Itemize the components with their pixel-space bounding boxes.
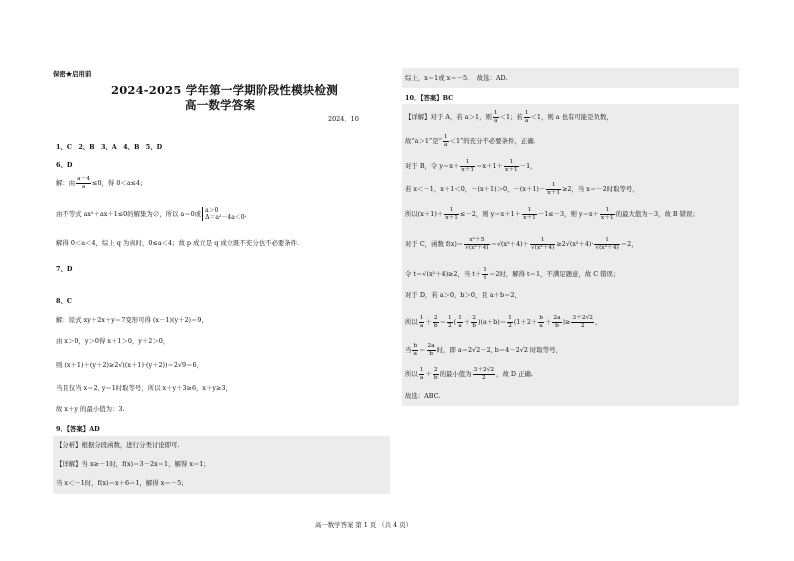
condition-brace: a＞0 Δ＝a²－4a＜0 bbox=[202, 207, 245, 221]
q10-line6: 对于 C，函数 f(x)＝ $\frac{\text{x²＋5}}{\text{√(x²＋4)}}$ ＝√(x²＋4)＋ $\frac{1}{\text{√(x²＋4)}}$ ≥2√(x²＋4)· $\frac{1}{\text{√(x²＋4)}}$ ＝2， bbox=[405, 237, 638, 251]
fraction: $\frac{1}{x+1}$ bbox=[445, 207, 458, 221]
fraction: $\frac{2}{b}$ bbox=[472, 315, 476, 329]
fraction: $\frac{1}{2}$ bbox=[508, 315, 512, 329]
fraction: $\frac{1}{\text{√(x²＋4)}}$ bbox=[595, 237, 619, 251]
q8-label: 8、C bbox=[56, 297, 72, 305]
fraction: $\frac{1}{a}$ bbox=[493, 110, 498, 124]
fraction: $\frac{1}{\text{√(x²＋4)}}$ bbox=[531, 237, 555, 251]
page-footer: 高一数学答案 第 1 页 （共 4 页） bbox=[315, 521, 413, 529]
fraction: $\frac{1}{a}$ bbox=[419, 315, 424, 329]
fraction: $\frac{b}{a}$ bbox=[539, 315, 543, 329]
fraction: $\frac{1}{2}$ bbox=[447, 315, 452, 329]
q6-line3: 解得 0＜a＜4，综上 q 为真时，0≤a＜4；故 p 成立是 q 成立既不充分也不必要条件. bbox=[56, 239, 300, 247]
fraction: $\frac{1}{a}$ bbox=[524, 110, 529, 124]
q10-line4: 若 x＜－1，x＋1＜0，－(x＋1)＞0，－(x＋1)－ $\frac{1}{x+1}$ ≥2，当 x＝－2时取等号， bbox=[405, 182, 639, 196]
q6-label: 6、D bbox=[56, 161, 73, 169]
fraction: $\frac{\text{x²＋5}}{\text{√(x²＋4)}}$ bbox=[465, 237, 489, 251]
fraction: $\frac{1}{x+1}$ bbox=[600, 207, 614, 221]
answers-1-5: 1、C 2、B 3、A 4、B 5、D bbox=[56, 143, 163, 151]
q9-label: 9．【答案】AD bbox=[56, 425, 100, 433]
q10-shaded-box bbox=[402, 104, 739, 406]
page-subtitle: 高一数学答案 bbox=[185, 98, 256, 112]
fraction: $\frac{2}{b}$ bbox=[433, 367, 438, 381]
fraction: $\frac{a-4}{a}$ bbox=[77, 176, 91, 190]
q8-line1: 解：原式 xy＋2x＋y＝7变形可得 (x－1)(y＋2)＝9， bbox=[56, 316, 208, 324]
q8-line2: 由 x＞0，y＞0得 x＋1＞0，y＋2＞0， bbox=[56, 337, 170, 345]
q10-line9: 所以 $\frac{1}{a}$ ＋ $\frac{2}{b}$ ＝ $\frac{1}{2}$ ( $\frac{1}{a}$ ＋ $\frac{2}{b}$ )(a＋b)＝ $\frac{1}{2}$ (1＋2＋ $\frac{b}{a}$ ＋ $\frac{2a}{b}$ )≥ $\frac{3+2√2}{2}$ ， bbox=[405, 315, 602, 329]
fraction: $\frac{1}{a}$ bbox=[458, 315, 462, 329]
q10-line11: 所以 $\frac{1}{a}$ ＋ $\frac{2}{b}$ 的最小值为 $\frac{3+2√2}{2}$ ，故 D 正确. bbox=[405, 367, 533, 381]
fraction: $\frac{2a}{b}$ bbox=[553, 315, 561, 329]
exam-date: 2024．10 bbox=[328, 115, 359, 123]
confidential-mark: 保密★启用前 bbox=[53, 70, 92, 78]
fraction: $\frac{b}{a}$ bbox=[413, 343, 418, 357]
q8-line4: 当且仅当 x＝2, y＝1时取等号，所以 x＋y＋3≥6，x＋y≥3， bbox=[56, 384, 232, 392]
fraction: $\frac{1}{x+1}$ bbox=[547, 182, 561, 196]
fraction: $\frac{1}{x+1}$ bbox=[504, 159, 518, 173]
page-title: 2024-2025 学年第一学期阶段性模块检测 bbox=[111, 83, 338, 97]
q10-line5: 所以(x＋1)＋ $\frac{1}{x+1}$ ≤－2，则 y＝x＋1＋ $\frac{1}{x+1}$ －1≤－3，则 y＝x＋ $\frac{1}{x+1}$ 的最大值为－3，故 B 错误； bbox=[405, 207, 699, 221]
q10-conclusion: 故选：ABC. bbox=[405, 392, 441, 400]
q7-label: 7、D bbox=[56, 265, 73, 273]
q10-line1: 【详解】对于 A，若 a＞1，则 $\frac{1}{a}$ ＜1；若 $\frac{1}{a}$ ＜1，则 a 也有可能是负数， bbox=[405, 110, 613, 124]
q10-line2: 故“a＞1”是“ $\frac{1}{a}$ ＜1”的充分不必要条件，正确. bbox=[405, 134, 536, 148]
q9-analysis: 【分析】根据分段函数，进行分类讨论即可. bbox=[56, 441, 180, 449]
fraction: $\frac{1}{t}$ bbox=[483, 267, 487, 281]
q8-line5: 故 x＋y 的最小值为：3. bbox=[56, 405, 125, 413]
fraction: $\frac{1}{x+1}$ bbox=[461, 159, 475, 173]
fraction: $\frac{3+2√2}{2}$ bbox=[572, 315, 593, 329]
q8-line3: 则 (x＋1)＋(y＋2)≥2√((x＋1)·(y＋2))＝2√9＝6， bbox=[56, 361, 203, 369]
fraction: $\frac{2}{b}$ bbox=[433, 315, 438, 329]
q9-detail-1: 【详解】当 x≥－1时，f(x)＝3－2x＝1，解得 x＝1； bbox=[56, 460, 210, 468]
q6-line2: 由不等式 ax²＋ax＋1≤0的解集为∅，所以 a＝0或 a＞0 Δ＝a²－4a＜0 ， bbox=[56, 207, 251, 221]
fraction: $\frac{1}{x+1}$ bbox=[523, 207, 536, 221]
fraction: $\frac{2a}{b}$ bbox=[427, 343, 435, 357]
q9-conclusion: 综上，x＝1或 x＝－5． 故选：AD. bbox=[405, 74, 508, 82]
q10-label: 10．【答案】BC bbox=[405, 94, 454, 102]
fraction: $\frac{1}{a}$ bbox=[443, 134, 448, 148]
q10-line8: 对于 D，若 a＞0，b＞0，且 a＋b＝2， bbox=[405, 291, 521, 299]
q10-line3: 对于 B，令 y＝x＋ $\frac{1}{x+1}$ ＝x＋1＋ $\frac{1}{x+1}$ －1， bbox=[405, 159, 537, 173]
fraction: $\frac{1}{a}$ bbox=[419, 367, 424, 381]
q9-detail-2: 当 x＜－1时，f(x)＝x＋6＝1，解得 x＝－5； bbox=[56, 479, 188, 487]
fraction: $\frac{3+2√2}{2}$ bbox=[473, 367, 495, 381]
q10-line10: 当 $\frac{b}{a}$ ＝ $\frac{2a}{b}$ 时，即 a＝2√2－2, b＝4－2√2 时取等号， bbox=[405, 343, 562, 357]
q6-line1: 解：由 $\frac{a-4}{a}$ ≤0，得 0＜a≤4； bbox=[56, 176, 147, 190]
q10-line7: 令 t＝√(x²＋4)≥2，当 t＋ $\frac{1}{t}$ ＝2时，解得 t＝1，不满足题意，故 C 错误； bbox=[405, 267, 620, 281]
